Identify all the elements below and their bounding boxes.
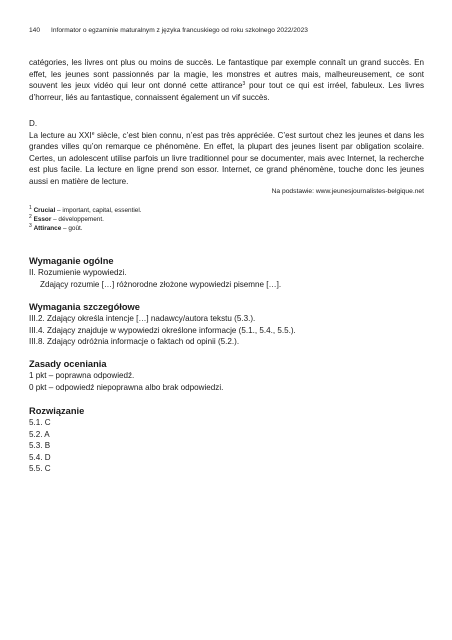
footnote-num: 1 xyxy=(29,205,32,211)
answer-line: 5.3. B xyxy=(29,441,51,451)
section-title: Wymagania szczegółowe xyxy=(29,302,140,312)
footnote xyxy=(29,207,424,216)
footnote-def: – goût. xyxy=(61,224,83,232)
section-title: Rozwiązanie xyxy=(29,406,85,416)
footnote-term: Crucial xyxy=(33,207,56,214)
paragraph-text-b: pour tout ce qui est irréel, fabuleux. Les livres d’horreur, liés au fantastique, connaissent également un vif succès. xyxy=(29,81,425,102)
paragraph-continuation xyxy=(29,57,424,103)
footnote-def: – important, capital, essentiel. xyxy=(55,207,142,214)
section-title: Zasady oceniania xyxy=(29,359,107,369)
section-title: Wymaganie ogólne xyxy=(29,256,114,266)
answer-line: 5.4. D xyxy=(29,452,51,462)
footnotes xyxy=(29,207,424,234)
section-solution xyxy=(29,405,424,475)
answer-line: 5.1. C xyxy=(29,418,51,427)
section-line: Zdający rozumie […] różnorodne złożone wypowiedzi pisemne […]. xyxy=(40,279,282,289)
section-general-requirement xyxy=(29,255,424,290)
paragraph-text-a: catégories, les livres ont plus ou moins de succès. Le fantastique par exemple connaît un grand succès. En effet, les jeunes sont passionnés par la magie, les monstres et autres mais, malheureusement, ce sont souvent les jeux vidéo qui leur ont donné cette attirance xyxy=(29,58,424,90)
source-note: Na podstawie: www.jeunesjournalistes-belgique.net xyxy=(271,188,424,195)
paragraph-d-text-a: La lecture au XXI xyxy=(29,130,92,140)
paragraph-d-label: D. xyxy=(29,119,38,128)
footnote-term: Attirance xyxy=(33,224,62,232)
section-line: III.8. Zdający odróżnia informacje o faktach od opinii (5.2.). xyxy=(29,337,240,347)
footnote xyxy=(29,222,424,234)
page-header xyxy=(29,27,424,34)
paragraph-d-text xyxy=(29,130,424,188)
section-line: III.4. Zdający znajduje w wypowiedzi określone informacje (5.1., 5.4., 5.5.). xyxy=(29,325,296,335)
footnote-def: – développement. xyxy=(51,215,104,223)
page-number: 140 xyxy=(29,27,41,34)
section-line: III.2. Zdający określa intencje […] nadawcy/autora tekstu (5.3.). xyxy=(29,314,256,323)
paragraph-d-text-b: siècle, c’est bien connu, n’est pas très appréciée. C’est surtout chez les jeunes et dans les grandes villes qu’on remarque ce phénomène. En effet, la plupart des jeunes lisent par obligation scolaire. Certes, un adolescent utilise parfois un livre traditionnel pour se documenter, mais avec Internet, la recherche est plus facile. La lecture en ligne prend son essor. Internet, ce grand phénomène, touche donc les jeunes aussi en matière de lecture. xyxy=(29,130,425,186)
answer-line: 5.2. A xyxy=(29,429,50,439)
answer-line: 5.5. C xyxy=(29,464,51,474)
footnote-ref-3: 3 xyxy=(242,81,246,87)
section-scoring-rules xyxy=(29,358,424,393)
section-line: 1 pkt – poprawna odpowiedź. xyxy=(29,371,135,380)
superscript-e: e xyxy=(91,130,95,137)
section-line: II. Rozumienie wypowiedzi. xyxy=(29,268,127,277)
footnote-num: 2 xyxy=(29,213,32,220)
footnote-term: Essor xyxy=(33,215,52,223)
footnote xyxy=(29,213,424,225)
section-line: 0 pkt – odpowiedź niepoprawna albo brak odpowiedzi. xyxy=(29,382,224,392)
footnote-num: 3 xyxy=(29,222,32,229)
header-title: Informator o egzaminie maturalnym z języka francuskiego od roku szkolnego 2022/2023 xyxy=(51,27,308,34)
paragraph-d xyxy=(29,118,424,196)
section-detailed-requirements xyxy=(29,301,424,348)
